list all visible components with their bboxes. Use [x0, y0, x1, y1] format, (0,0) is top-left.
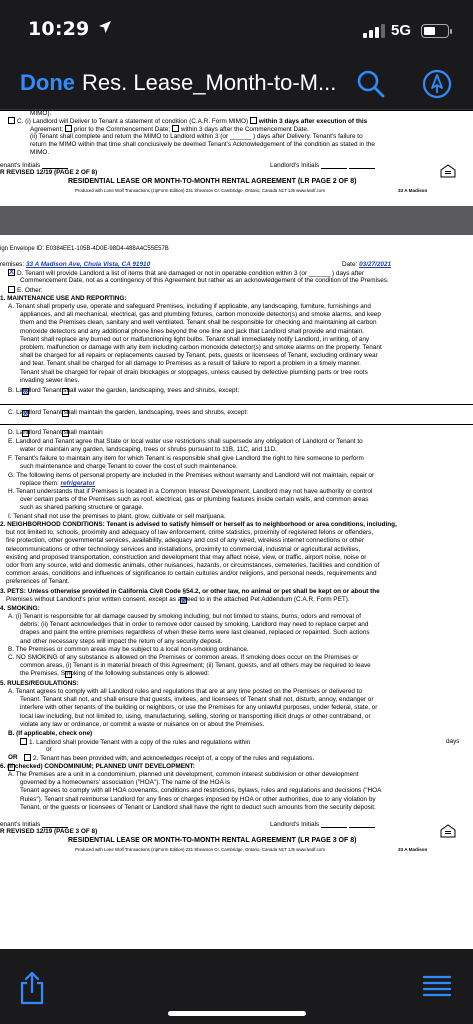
checkbox-landlord-checked[interactable]: [22, 410, 29, 417]
clock: 10:29: [28, 18, 90, 40]
pets-line2: Premises without Landlord's prior written consent, except as agreed to in the attached Pet Addendum (C.A.R. Form PET).: [6, 596, 350, 603]
markup-pen-icon[interactable]: [421, 68, 453, 100]
checkbox-checked[interactable]: [8, 269, 15, 276]
text: enant's Initials: [0, 162, 41, 169]
text-line: A. Tenant shall properly use, operate and safeguard Premises, including if applicable, any landscaping, furniture, furnishings and: [8, 303, 371, 310]
heading-smoking: 4. SMOKING:: [0, 605, 40, 612]
section-f-line1: F. Tenant's failure to maintain any item for which Tenant is responsible shall give Landlord the right to hire someone to perform: [8, 455, 364, 462]
text-line: them and the Premises clean, sanitary and well ventilated. Tenant shall be responsible for checking and maintaining all carbon: [20, 319, 377, 327]
text-line: fire protection, other governmental services, availability, adequacy and cost of any wired, wireless internet connections or other: [6, 537, 364, 545]
battery-icon: [421, 24, 449, 38]
checkbox-tenant[interactable]: [62, 430, 69, 437]
text: C. (i) Landlord will Deliver to Tenant a statement of condition (C.A.R. Form MIMO): [17, 118, 249, 125]
text-line: A. The Premises are a unit in a condominium, planned unit development, common interest subdivision or other development: [8, 771, 359, 778]
text: 2. Tenant has been provided with, and acknowledges receipt of, a copy of the rules and regulations.: [33, 755, 315, 762]
search-icon[interactable]: [355, 68, 387, 100]
text-line: Tenant agrees to comply with all HOA covenants, conditions and restrictions, bylaws, rules and regulations and decisions ("HOA: [20, 787, 382, 795]
text: enant's Initials: [0, 821, 41, 828]
mimo-line: MIMO).: [30, 111, 52, 117]
text-line: odor from any source, wild and domestic animals, other nuisances, hazards, or circumstances, cemeteries, facilities and condition of: [6, 562, 380, 570]
revision-label: R REVISED 12/19 (PAGE 2 OF 8): [0, 169, 98, 176]
heading-condominium: 6. (If checked) CONDOMINIUM; PLANNED UNIT DEVELOPMENT:: [0, 763, 195, 770]
section-c-line3: (ii) Tenant shall complete and return the MIMO to Landlord within 3 (or ______ ) days after Delivery. Tenant's failure to: [30, 133, 363, 140]
document-title: Res. Lease_Month-to-M...: [82, 70, 337, 95]
footer-address: 33 A Madison: [398, 847, 428, 852]
text-line: 2. NEIGHBORHOOD CONDITIONS: Tenant is advised to satisfy himself or herself as to neighborhood or area conditions, including,: [0, 521, 397, 528]
section-h-line3: such as shared parking structure or garage.: [20, 504, 144, 511]
produced-line: Produced with Lone Wolf Transactions (zipForm Edition) 231 Shearson Cr. Cambridge, Ontario, Canada N1T 1J5 www.lwolf.com: [75, 847, 325, 852]
footer-title: RESIDENTIAL LEASE OR MONTH-TO-MONTH RENTAL AGREEMENT (LR PAGE 3 OF 8): [68, 837, 357, 844]
rules-a-block: [8, 688, 470, 729]
text-line: invading sewer lines.: [20, 376, 80, 384]
signal-bars-icon: [363, 24, 385, 38]
heading-rules: 5. RULES/REGULATIONS:: [0, 680, 79, 687]
heading-maintenance: 1. MAINTENANCE USE AND REPORTING:: [0, 295, 127, 302]
document-page-3: [0, 235, 473, 949]
rules-b-line: B. (If applicable, check one): [8, 730, 93, 737]
condo-block: [8, 771, 470, 812]
smoking-c-block: [8, 654, 470, 679]
checkbox-condominium[interactable]: [8, 764, 15, 771]
date-value[interactable]: 03/27/2021: [359, 261, 392, 268]
text-line: debris; (ii) Tenant acknowledges that in order to remove odor caused by smoking, Landlord may need to replace carpet and: [20, 621, 369, 629]
premises-line: [0, 261, 150, 269]
text-line: preferences of Tenant.: [6, 578, 70, 586]
revision-label: R REVISED 12/19 (PAGE 3 OF 8): [0, 828, 98, 835]
text: prior to the Commencement Date;: [73, 126, 171, 133]
text-line: governed by a homeowners' association ("HOA"). The name of the HOA is: [20, 779, 230, 787]
text-line: telecommunications or other technology services and installations, proximity to commercial, industrial or agricultural activities,: [6, 545, 361, 553]
text-line: A. (i) Tenant is responsible for all damage caused by smoking including, but not limited to stains, burns, odors and removal of: [8, 613, 361, 620]
text-line: Tenant, or the guests or licensees of Tenant or Landlord shall have the right to deduct such amounts from the security deposit.: [20, 803, 376, 811]
text-line: Rules"). Tenant shall reimburse Landlord for any fines or charges imposed by HOA or other authorities, due to any violation by: [20, 795, 376, 803]
status-time: [28, 18, 112, 40]
section-b-line: [8, 387, 470, 395]
done-button[interactable]: Done: [20, 70, 75, 95]
text-line: monoxide detectors and any additional phone lines beyond the one line and jack that Landlord shall provide and maintain.: [20, 327, 364, 335]
text-line: Tenant shall replace any burned out or malfunctioning light bulbs. Tenant shall immediately notify Landlord, in writing, of any: [20, 335, 370, 343]
network-label: 5G: [390, 22, 411, 39]
checkbox[interactable]: [250, 117, 257, 124]
section-c-line: C. Landlord Tenant shall maintain the garden, landscaping, trees and shrubs, except:: [8, 409, 249, 416]
text-line: common areas, (i) Tenant is in material breach of this Agreement; (ii) Tenant, guests, and all others may be required to leave: [20, 662, 371, 670]
section-c-line5: MIMO.: [30, 149, 50, 156]
section-a-block: [8, 303, 470, 385]
text-line: C. NO SMOKING of any substance is allowed on the Premises or common areas. If smoking does occur on the Premises or: [8, 654, 359, 661]
status-indicators: [363, 22, 449, 39]
text: remises:: [0, 261, 25, 268]
checkbox-landlord-checked[interactable]: [22, 388, 29, 395]
personal-property-value[interactable]: refrigerator: [60, 480, 95, 487]
text-line: Tenant. Tenant shall not, and shall ensure that guests, invitees, and licensees of Tenant shall not, disturb, annoy, endanger or: [20, 696, 374, 704]
text: D. Tenant will provide Landlord a list of items that are damaged or not in operable condition within 3 (or ______ ) days after: [17, 270, 364, 277]
footer-address: 33 A Madison: [398, 188, 428, 193]
text-line: and tear. Tenant shall be charged for all damage to Premises as a result of failure to report a problem in a timely manner.: [20, 360, 361, 368]
pets-line1: 3. PETS: Unless otherwise provided in California Civil Code §54.2, or other law, no animal or pet shall be kept on or about the: [0, 588, 380, 595]
equal-housing-icon: [440, 823, 456, 839]
status-bar: [0, 0, 473, 58]
divider: [0, 404, 473, 405]
text: Landlord's Initials: [270, 162, 320, 169]
list-icon[interactable]: [422, 971, 452, 1001]
text-line: violate any law or ordinance, or commit a waste or nuisance on or about the Premises.: [20, 720, 265, 728]
premises-value[interactable]: 33 A Madison Ave, Chula Vista, CA 91910: [25, 261, 151, 268]
section-g-line2: [20, 480, 470, 488]
checkbox-tenant[interactable]: [62, 388, 69, 395]
checkbox-pets-checked[interactable]: [180, 597, 187, 604]
initials-field[interactable]: [42, 161, 68, 169]
section-g-line1: G. The following items of personal property are included in the Premises without warranty and Landlord will not maintain, repair or: [8, 472, 375, 479]
divider: [0, 424, 473, 425]
date-line: [342, 261, 391, 269]
text-line: drapes and paint the entire premises regardless of when these items were last cleaned, replaced or repainted. Such actions: [20, 629, 370, 637]
initials-field[interactable]: [321, 161, 347, 169]
text-line: appliances, and all mechanical, electrical, gas and plumbing fixtures, carbon monoxide detector(s) and smoke alarms, and keep: [20, 311, 381, 319]
section-c-line4: return the MIMO within that time shall conclusively be deemed Tenant's Acknowledgement of the condition as stated in the: [30, 141, 375, 148]
rules-b2-line: [24, 754, 314, 763]
home-indicator[interactable]: [168, 1011, 306, 1016]
text-line: problem, malfunction or damage with any item including carbon monoxide detector(s) and smoke alarms on the property. Tenant: [20, 344, 382, 352]
text: within 3 days after the Commencement Date.: [180, 126, 309, 133]
landlord-initials-label: [270, 161, 375, 170]
rules-b1-days: days: [446, 738, 460, 745]
text: replace them:: [20, 480, 59, 487]
landlord-initials-label: [270, 820, 375, 829]
checkbox-smoking-allowed[interactable]: [65, 671, 72, 678]
footer-title: RESIDENTIAL LEASE OR MONTH-TO-MONTH RENTAL AGREEMENT (LR PAGE 2 OF 8): [68, 178, 357, 185]
checkbox[interactable]: [172, 125, 179, 132]
checkbox-landlord[interactable]: [22, 430, 29, 437]
location-arrow-icon: [98, 20, 112, 34]
checkbox-tenant[interactable]: [62, 410, 69, 417]
document-viewer[interactable]: [0, 111, 473, 949]
checkbox[interactable]: [20, 738, 27, 745]
section-i-line: I. Tenant shall not use the premises to plant, grow, cultivate or sell marijuana.: [8, 513, 226, 520]
text: Date:: [342, 261, 358, 268]
initials-field[interactable]: [349, 161, 375, 169]
text-line: common areas, conditions and influences of significance to certain cultures and/or religions, and personal needs, requirements and: [6, 570, 377, 578]
checkbox[interactable]: [8, 286, 15, 293]
text: Landlord's Initials: [270, 821, 320, 828]
text-line: Tenant shall be charged for repair of drain blockages or stoppages, unless caused by defective plumbing parts or tree roots: [20, 368, 368, 376]
initials-field[interactable]: [321, 820, 347, 828]
checkbox[interactable]: [8, 117, 15, 124]
section-h-line1: H. Tenant understands that if Premises is located in a Common Interest Development, Landlord may not have authority or control: [8, 488, 373, 495]
section-e-water-line2: water or maintain any garden, landscaping, trees or shrubs pursuant to 11B, 11C, and 11D.: [20, 446, 277, 453]
neighborhood-block: [0, 521, 470, 587]
document-page-2: [0, 111, 473, 206]
equal-housing-icon: [440, 163, 456, 179]
text-line: and other necessary steps will impact the return of any security deposit.: [20, 637, 223, 645]
produced-line: Produced with Lone Wolf Transactions (zipForm Edition) 231 Shearson Cr. Cambridge, Ontario, Canada N1T 1J5 www.lwolf.com: [75, 188, 325, 193]
text: 1. Landlord shall provide Tenant with a copy of the rules and regulations within: [29, 739, 251, 746]
text-line: but not limited to, schools, proximity and adequacy of law enforcement, crime statistics, proximity of registered felons or offenders,: [6, 529, 374, 537]
bottom-toolbar: [0, 949, 473, 1024]
rules-or-upper: OR: [8, 754, 18, 761]
text-line: existing and proposed transportation, construction and development that may affect noise, view, or traffic, airport noise, noise or: [6, 553, 367, 561]
section-d-line2: Commencement Date, not as a contingency of this Agreement but rather as an acknowledgement of the condition of the Premises.: [20, 277, 389, 284]
navigation-bar: [0, 58, 473, 110]
section-e-water-line1: E. Landlord and Tenant agree that State or local water use restrictions shall supersede any obligation of Landlord or Tenant to: [8, 438, 363, 445]
share-icon[interactable]: [18, 971, 46, 1005]
text: E. Other:: [17, 287, 43, 294]
checkbox[interactable]: [24, 754, 31, 761]
text-line: local law including, but not limited to, using, manufacturing, selling, storing or transporting illicit drugs or other contraband, or: [20, 712, 371, 720]
smoking-a-block: [8, 613, 470, 646]
text: Agreement;: [30, 126, 64, 133]
envelope-id: ign Envelope ID: E0384EE1-105B-4D0E-98D4-488A4C55E57B: [0, 246, 169, 252]
rules-or-lower: or: [46, 746, 52, 753]
smoking-b-line: B. The Premises or common areas may be subject to a local non-smoking ordinance.: [8, 646, 249, 653]
text-line: shall be charged for all repairs or replacements caused by Tenant, pets, guests or licensees of Tenant, excluding ordinary wear: [20, 352, 378, 360]
initials-field[interactable]: [42, 820, 68, 828]
section-e-line: [8, 286, 43, 295]
text-line: A. Tenant agrees to comply with all Landlord rules and regulations that are at any time posted on the Premises or delivered to: [8, 688, 363, 695]
section-f-line2: such maintenance and charge Tenant to cover the cost of such maintenance.: [20, 463, 238, 470]
initials-field[interactable]: [349, 820, 375, 828]
text: B. Landlord Tenant shall water the garden, landscaping, trees and shrubs, except:: [8, 387, 240, 394]
section-d-maintain-line: D. Landlord Tenant shall maintain: [8, 429, 103, 436]
checkbox[interactable]: [65, 125, 72, 132]
text-line: the Premises. Smoking of the following substances only is allowed:: [20, 670, 210, 678]
text: within 3 days after execution of this: [258, 118, 368, 125]
rules-b1-line: [20, 738, 250, 747]
text-line: interfere with other tenants of the building or neighbors, or use the Premises for any unlawful purposes, under federal, state, or: [20, 704, 378, 712]
section-h-line2: over certain parts of the Premises such as roof, electrical, gas or plumbing features inside certain walls, and common areas: [20, 496, 369, 503]
